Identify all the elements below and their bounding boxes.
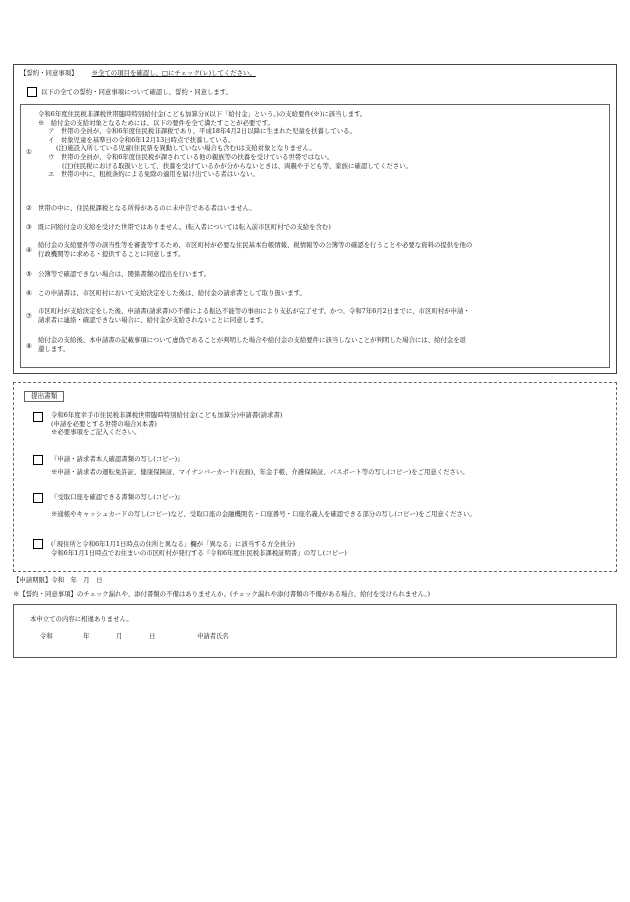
document-item-2: 『申請・請求者本人確認書類の写し(コピー)』 ※申請・請求者の運転免許証、健康保険証、マイナンバーカード(表面)、年金手帳、介護保険証、パスポート等の写し(コピー)をご用意ください。	[51, 455, 469, 476]
application-deadline: 【申請期限】令和 年 月 日	[13, 576, 103, 584]
item-number-8: ⑧	[26, 342, 32, 350]
document-checkbox-3[interactable]	[33, 493, 43, 503]
consent-item-7: 市区町村が支給決定をした後、申請書(請求書)の不備による振込不能等の事由により支払が完了せず、かつ、令和7年6月2日までに、市区町村が申請・ 請求者に連絡・確認できない場合に、給付金が支給されないことに同意します。	[38, 307, 470, 324]
declaration-box	[13, 604, 617, 658]
documents-title: 提出書類	[24, 391, 64, 402]
date-year: 年	[83, 632, 90, 640]
item-number-7: ⑦	[26, 312, 32, 320]
consent-item-4: 給付金の支給要件等の該当性等を審査等するため、市区町村が必要な住民基本台帳情報、税情報等の公簿等の確認を行うことや必要な資料の提供を他の 行政機関等に求める・提供することに同意します。	[38, 241, 473, 258]
document-item-4: (「現住所と令和6年1月1日時点の住所と異なる」欄が「異なる」に該当する方全員分) 令和6年1月1日時点でお住まいの市区町村が発行する『令和6年度住民税非課税証明書』の写し(コピー)	[51, 540, 347, 557]
consent-instruction: ※全ての項目を確認し、□にチェック(レ)してください。	[91, 69, 256, 77]
document-checkbox-4[interactable]	[33, 539, 43, 549]
date-day: 日	[149, 632, 156, 640]
consent-item-3: 既に同給付金の支給を受けた世帯ではありません。(転入者については転入前市区町村での支給を含む)	[38, 223, 331, 231]
consent-item-8: 給付金の支給後、本申請書の記載事項について虚偽であることが判明した場合や給付金の支給要件に該当しないことが判明した場合には、給付金を返 還します。	[38, 336, 467, 353]
agree-all-label: 以下の全ての誓約・同意事項について確認し、誓約・同意します。	[41, 88, 233, 96]
document-checkbox-2[interactable]	[33, 455, 43, 465]
item-number-5: ⑤	[26, 270, 32, 278]
check-note: ※【誓約・同意事項】のチェック漏れや、添付書類の不備はありませんか。(チェック漏れや添付書類の不備がある場合、給付を受けられません。)	[13, 590, 431, 598]
item-number-4: ④	[26, 246, 32, 254]
item-number-2: ②	[26, 204, 32, 212]
item-number-1: ①	[26, 148, 32, 156]
item-number-3: ③	[26, 223, 32, 231]
item-number-6: ⑥	[26, 289, 32, 297]
date-month: 月	[116, 632, 123, 640]
document-item-3: 『受取口座を確認できる書類の写し(コピー)』 ※通帳やキャッシュカードの写し(コピー)など、受取口座の金融機関名・口座番号・口座名義人を確認できる部分の写し(コピー)をご用意ください。	[51, 493, 476, 518]
date-era: 令和	[40, 632, 53, 640]
consent-item-1: 令和6年度住民税非課税世帯臨時特別給付金(こども加算分)(以下「給付金」という。)の支給要件(※)に該当します。 ※ 給付金の支給対象となるためには、以下の要件を全て満たすことが必要です。 ア 世帯の全員が、令和6年度住民税非課税であり、平成18年4月2日以降に生まれた児童を扶養している。 イ 対象児童を基準日の令和6年12月13日時点で扶養している。 (注)施設入所している児童(住民票を異動していない場合も含む)は支給対象となりません。 ウ 世帯の全員が、令和6年度住民税が課されている他の親族等の扶養を受けている世帯ではない。 (注)住民税における取扱いとして、扶養を受けているかが分からないときは、両親や子ども等、家族に確認してください。 エ 世帯の中に、租税条約による免除の適用を届け出ている者はいない。	[38, 110, 412, 179]
document-item-1: 令和6年度幸手市住民税非課税世帯臨時特別給付金(こども加算分)申請書(請求書) (申請を必要とする世帯の場合)(本書) ※必要事項をご記入ください。	[51, 411, 283, 437]
agree-all-checkbox[interactable]	[27, 87, 37, 97]
consent-item-2: 世帯の中に、住民税課税となる所得があるのに未申告である者はいません。	[38, 204, 256, 212]
checkbox-symbol: □	[161, 69, 168, 77]
applicant-name-label: 申請者氏名	[197, 632, 229, 640]
consent-header	[20, 69, 256, 78]
document-checkbox-1[interactable]	[33, 412, 43, 422]
declaration-text: 本申立ての内容に相違ありません。	[30, 615, 133, 623]
consent-item-6: この申請書は、市区町村において支給決定をした後は、給付金の請求書として取り扱います。	[38, 289, 306, 297]
consent-item-5: 公簿等で確認できない場合は、関係書類の提出を行います。	[38, 270, 211, 278]
consent-title: 【誓約・同意事項】	[20, 69, 78, 77]
